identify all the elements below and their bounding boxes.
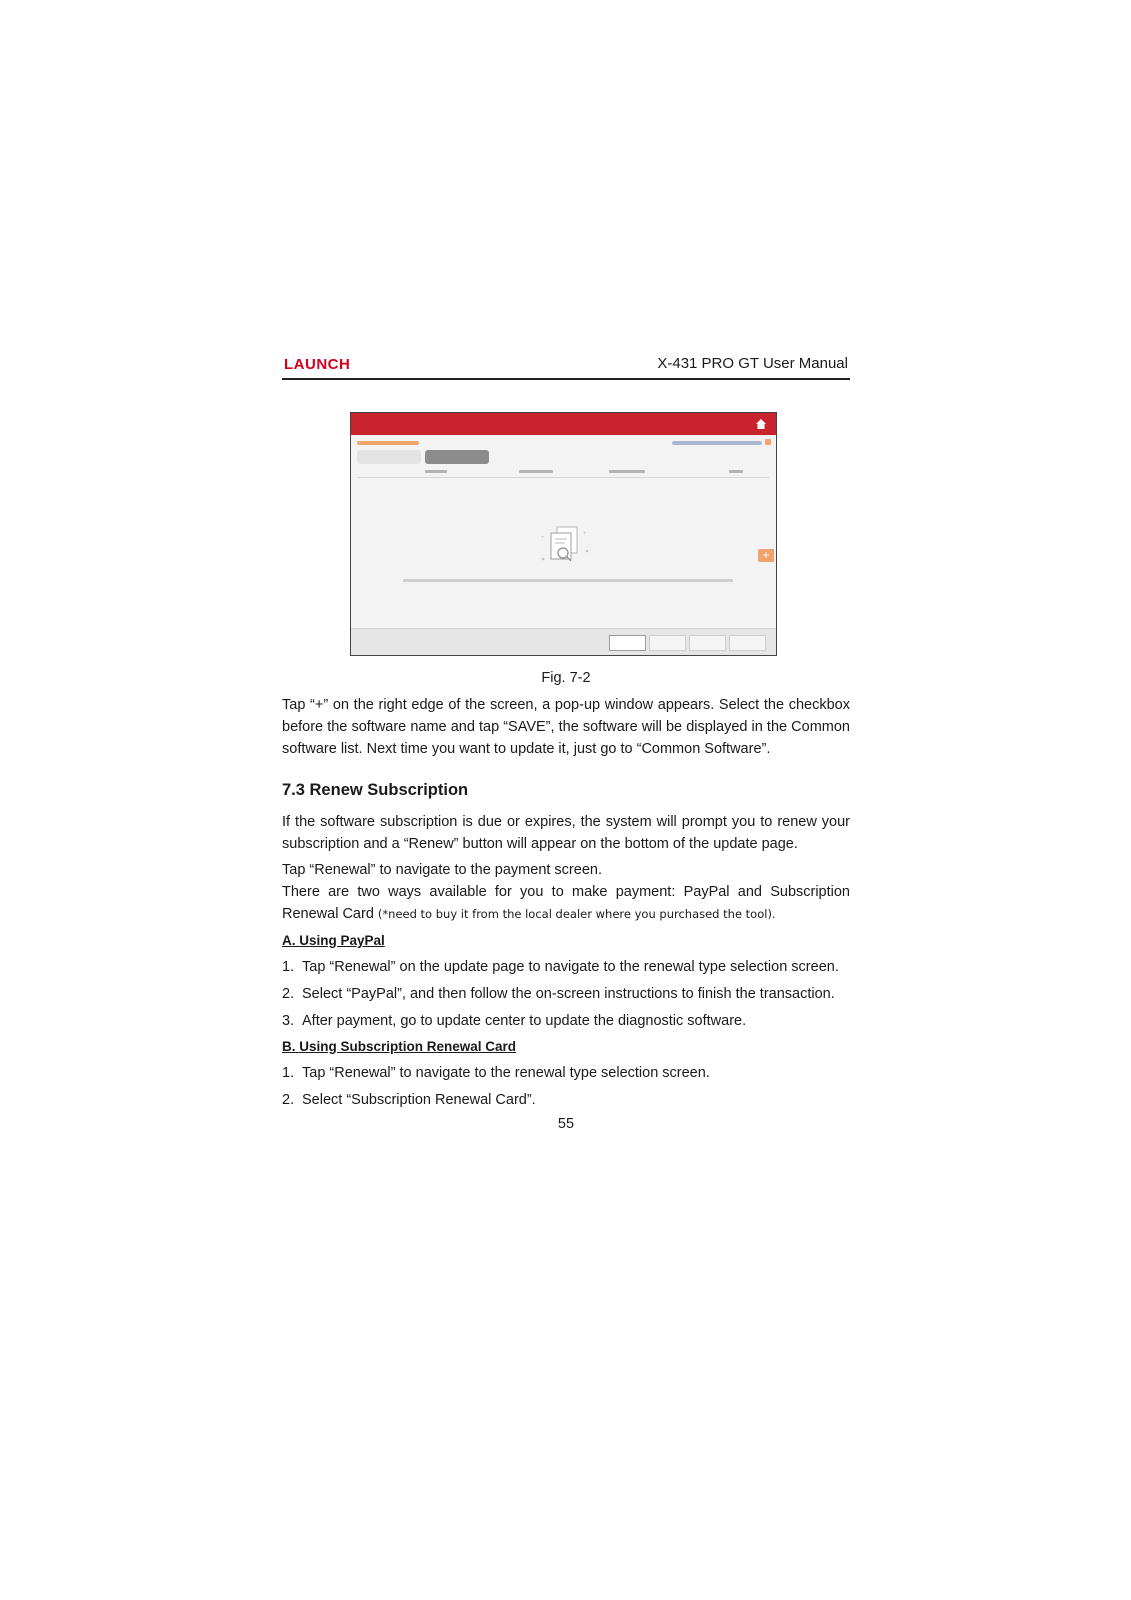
section-paragraph-3	[282, 881, 850, 925]
screenshot-button-bar	[351, 628, 776, 655]
step-number: 1.	[282, 959, 295, 975]
screenshot-title-bar	[351, 413, 776, 435]
manual-title: X-431 PRO GT User Manual	[657, 355, 848, 372]
home-icon	[755, 418, 767, 430]
empty-list-message	[403, 579, 733, 582]
step-text: Tap “Renewal” on the update page to navigate to the renewal type selection screen.	[302, 959, 839, 975]
select-all-button[interactable]	[649, 635, 686, 651]
update-button[interactable]	[729, 635, 766, 651]
tab-all-software	[357, 450, 421, 464]
section-paragraph-1: If the software subscription is due or expires, the system will prompt you to renew your subscription and a “Renew” button will appear on the bottom of the update page.	[282, 814, 850, 852]
figure-caption: Fig. 7-2	[541, 670, 591, 686]
renewal-card-heading: B. Using Subscription Renewal Card	[282, 1039, 517, 1054]
list-item	[282, 1089, 850, 1111]
add-common-software-button[interactable]: +	[758, 549, 774, 562]
payment-methods-text: There are two ways available for you to make payment: PayPal and Subscription Renewal Card	[282, 884, 850, 922]
serial-dropdown-icon	[765, 439, 771, 445]
column-header-row	[357, 468, 769, 478]
step-text: Select “PayPal”, and then follow the on-screen instructions to finish the transaction.	[302, 986, 835, 1002]
intro-paragraph: Tap “+” on the right edge of the screen, a pop-up window appears. Select the checkbox before the software name and tap “SAVE”, the software will be displayed in the Common software list. Next time you want to update it, just go to “Common Software”.	[282, 697, 850, 757]
svg-text:+: +	[541, 535, 545, 541]
list-item	[282, 1062, 850, 1084]
paypal-steps	[282, 956, 850, 1032]
list-item	[282, 956, 850, 978]
step-text: Tap “Renewal” to navigate to the renewal type selection screen.	[302, 1065, 710, 1081]
renewal-card-note: (*need to buy it from the local dealer where you purchased the tool).	[377, 907, 776, 921]
renewal-card-steps	[282, 1062, 850, 1111]
svg-text:+: +	[583, 531, 587, 537]
upgradeable-software-label	[357, 441, 419, 445]
serial-number-label	[672, 441, 762, 445]
empty-document-icon	[531, 523, 601, 577]
step-number: 2.	[282, 1092, 295, 1108]
page-header	[282, 350, 850, 380]
tab-common-software	[425, 450, 489, 464]
step-text: Select “Subscription Renewal Card”.	[302, 1092, 536, 1108]
list-item	[282, 983, 850, 1005]
figure-screenshot	[350, 412, 777, 656]
step-text: After payment, go to update center to update the diagnostic software.	[302, 1013, 747, 1029]
list-item	[282, 1010, 850, 1032]
paypal-heading: A. Using PayPal	[282, 933, 385, 948]
manual-page	[282, 350, 850, 1132]
section-title: 7.3 Renew Subscription	[282, 781, 469, 799]
section-paragraph-2: Tap “Renewal” to navigate to the payment screen.	[282, 862, 602, 878]
refresh-button[interactable]	[609, 635, 646, 651]
step-number: 2.	[282, 986, 295, 1002]
page-number: 55	[557, 1116, 575, 1132]
step-number: 3.	[282, 1013, 295, 1029]
brand-logo: LAUNCH	[284, 356, 351, 373]
delete-button[interactable]	[689, 635, 726, 651]
step-number: 1.	[282, 1065, 295, 1081]
